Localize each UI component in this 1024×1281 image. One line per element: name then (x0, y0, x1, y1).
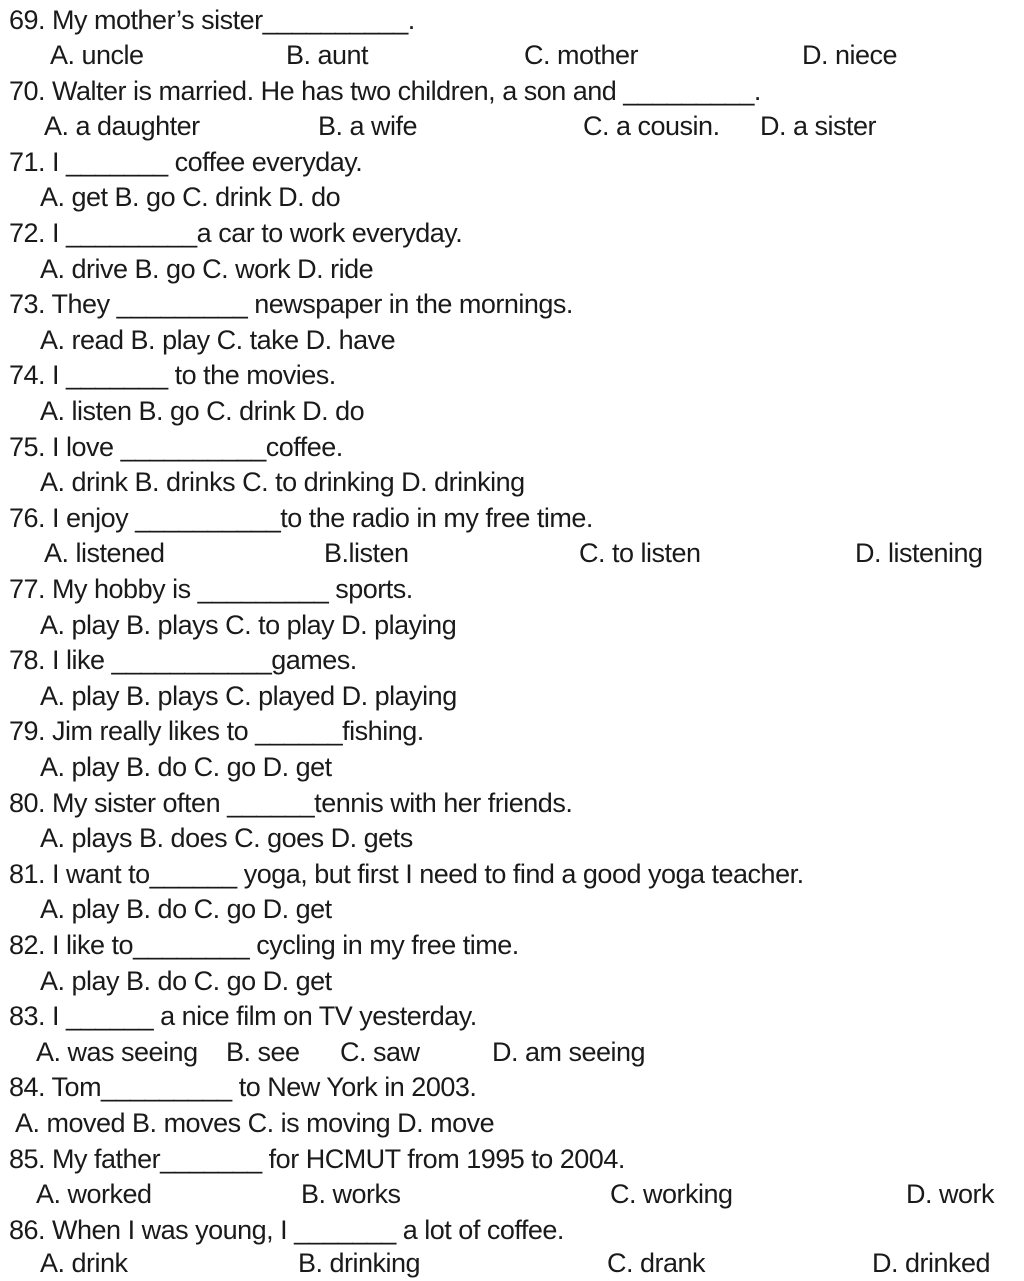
question-76: 76. I enjoy __________to the radio in my free time. (9, 503, 593, 533)
options-84: A. moved B. moves C. is moving D. move (15, 1108, 495, 1138)
option-d: D. am seeing (492, 1037, 646, 1067)
option-d: D. listening (855, 538, 983, 568)
question-78: 78. I like ___________games. (9, 645, 357, 675)
options-72: A. drive B. go C. work D. ride (40, 254, 374, 284)
options-81: A. play B. do C. go D. get (40, 894, 332, 924)
option-d: D. a sister (760, 111, 877, 141)
option-a: A. listened (44, 538, 165, 568)
question-86: 86. When I was young, I _______ a lot of coffee. (9, 1215, 564, 1245)
question-72: 72. I _________a car to work everyday. (9, 218, 463, 248)
question-81: 81. I want to______ yoga, but first I need to find a good yoga teacher. (9, 859, 804, 889)
option-a: A. was seeing (36, 1037, 198, 1067)
option-b: B.listen (324, 538, 409, 568)
option-b: B. see (226, 1037, 300, 1067)
option-a: A. drink (40, 1248, 128, 1278)
options-80: A. plays B. does C. goes D. gets (40, 823, 413, 853)
question-85: 85. My father_______ for HCMUT from 1995 to 2004. (9, 1144, 625, 1174)
question-70: 70. Walter is married. He has two children, a son and _________. (9, 76, 761, 106)
options-78: A. play B. plays C. played D. playing (40, 681, 457, 711)
option-a: A. uncle (50, 40, 144, 70)
question-77: 77. My hobby is _________ sports. (9, 574, 413, 604)
options-74: A. listen B. go C. drink D. do (40, 396, 365, 426)
options-77: A. play B. plays C. to play D. playing (40, 610, 457, 640)
option-c: C. working (610, 1179, 733, 1209)
options-82: A. play B. do C. go D. get (40, 966, 332, 996)
option-a: A. worked (36, 1179, 152, 1209)
option-a: A. a daughter (44, 111, 200, 141)
option-c: C. mother (524, 40, 639, 70)
question-79: 79. Jim really likes to ______fishing. (9, 716, 424, 746)
question-69: 69. My mother’s sister__________. (9, 5, 415, 35)
option-b: B. a wife (318, 111, 418, 141)
option-d: D. drinked (872, 1248, 991, 1278)
option-b: B. works (301, 1179, 401, 1209)
option-c: C. to listen (579, 538, 701, 568)
question-74: 74. I _______ to the movies. (9, 360, 336, 390)
question-82: 82. I like to________ cycling in my free time. (9, 930, 519, 960)
question-84: 84. Tom_________ to New York in 2003. (9, 1072, 477, 1102)
options-75: A. drink B. drinks C. to drinking D. drinking (40, 467, 525, 497)
option-b: B. aunt (286, 40, 369, 70)
options-73: A. read B. play C. take D. have (40, 325, 396, 355)
option-c: C. saw (340, 1037, 420, 1067)
question-71: 71. I _______ coffee everyday. (9, 147, 363, 177)
question-83: 83. I ______ a nice film on TV yesterday. (9, 1001, 477, 1031)
option-d: D. niece (802, 40, 898, 70)
options-71: A. get B. go C. drink D. do (40, 182, 341, 212)
option-d: D. work (906, 1179, 995, 1209)
question-73: 73. They _________ newspaper in the mornings. (9, 289, 573, 319)
option-c: C. drank (607, 1248, 706, 1278)
question-80: 80. My sister often ______tennis with her friends. (9, 788, 573, 818)
question-75: 75. I love __________coffee. (9, 432, 343, 462)
option-b: B. drinking (298, 1248, 421, 1278)
options-79: A. play B. do C. go D. get (40, 752, 332, 782)
option-c: C. a cousin. (583, 111, 720, 141)
